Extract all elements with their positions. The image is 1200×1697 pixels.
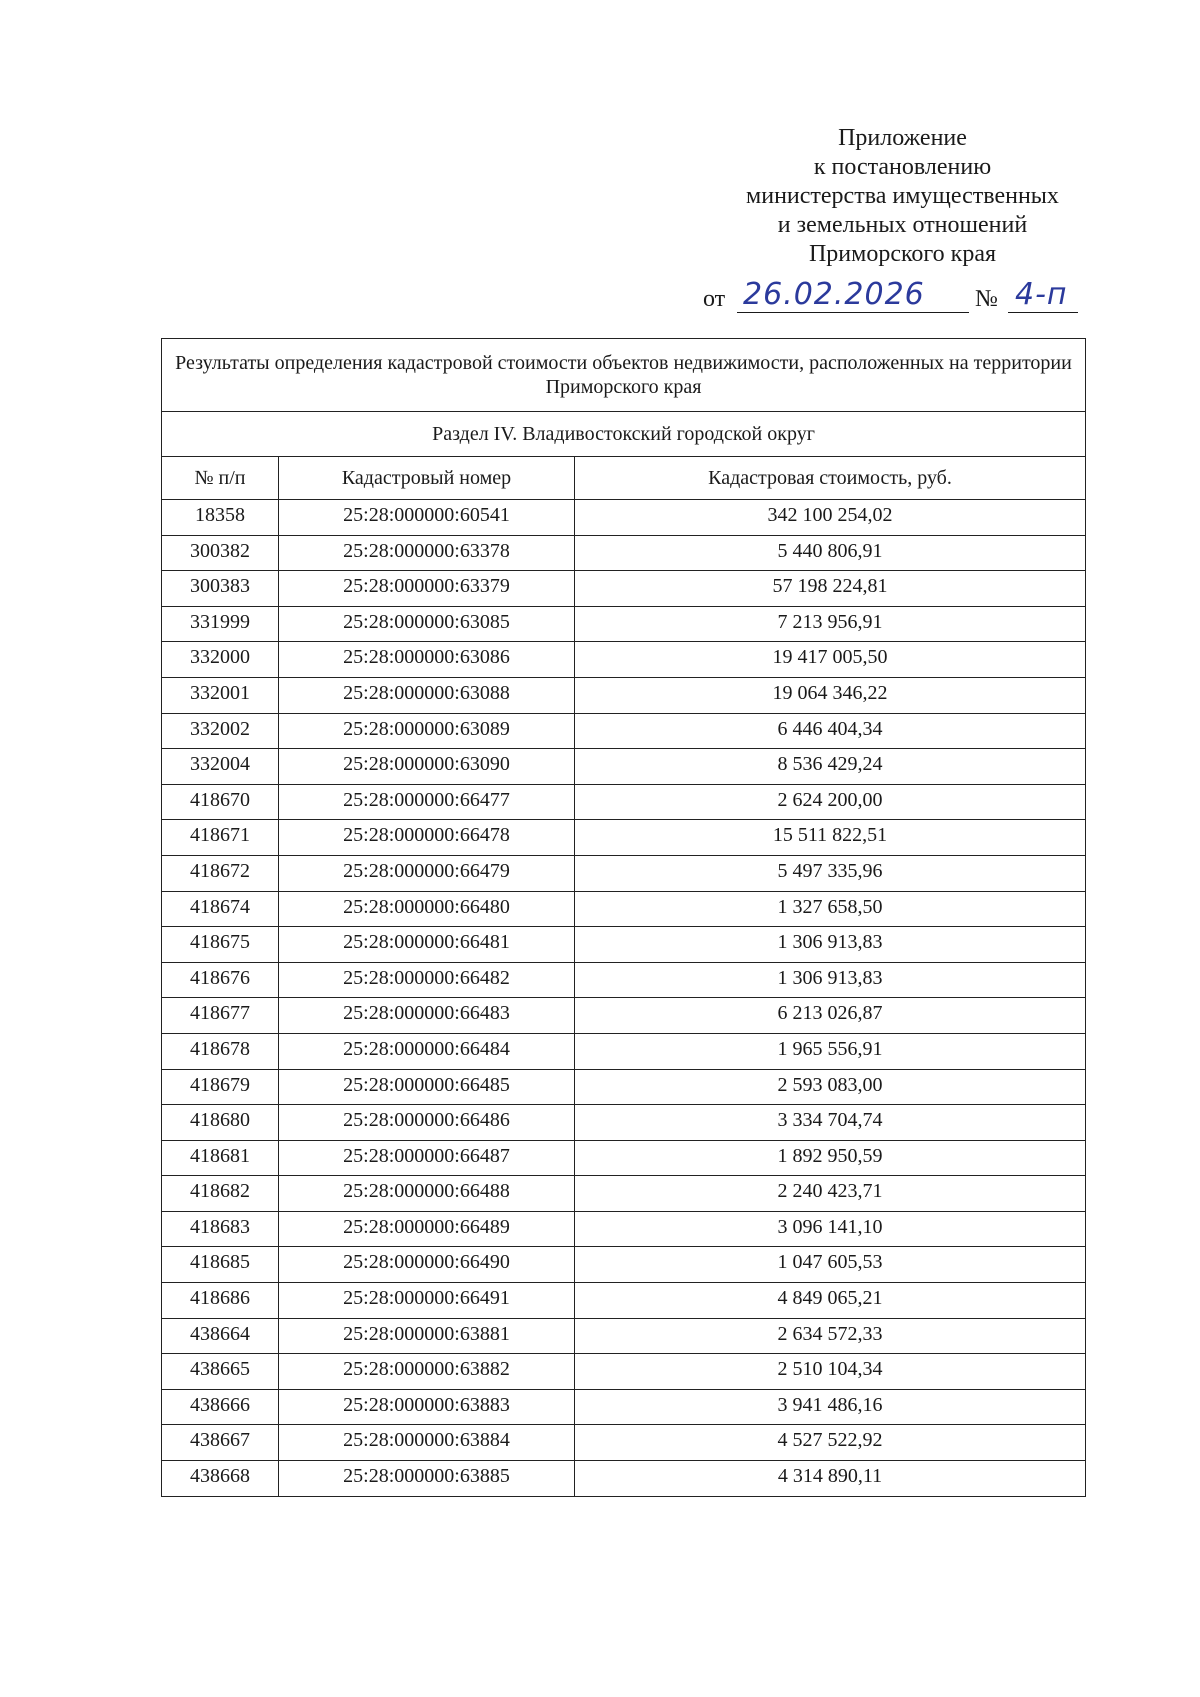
row-index-cell: 418675 (162, 927, 279, 963)
table-row (162, 927, 1086, 963)
row-cadastral-number-cell: 25:28:000000:63882 (279, 1354, 575, 1390)
row-cadastral-number-cell: 25:28:000000:66483 (279, 998, 575, 1034)
row-cadastral-value-cell: 57 198 224,81 (575, 571, 1086, 607)
table-row (162, 891, 1086, 927)
table-row (162, 820, 1086, 856)
table-row (162, 677, 1086, 713)
table-title: Результаты определения кадастровой стоимости объектов недвижимости, расположенных на территории Приморского края (162, 339, 1086, 412)
row-cadastral-value-cell: 2 634 572,33 (575, 1318, 1086, 1354)
row-cadastral-number-cell: 25:28:000000:63378 (279, 535, 575, 571)
handwritten-date: 26.02.2026 (743, 277, 925, 312)
row-cadastral-value-cell: 2 624 200,00 (575, 784, 1086, 820)
row-cadastral-value-cell: 3 334 704,74 (575, 1105, 1086, 1141)
table-row (162, 998, 1086, 1034)
table-row (162, 749, 1086, 785)
appendix-header-line: министерства имущественных (746, 183, 1059, 209)
cadastral-value-table (161, 338, 1086, 1497)
column-header-cadastral-value: Кадастровая стоимость, руб. (575, 457, 1086, 500)
column-header-index: № п/п (162, 457, 279, 500)
row-cadastral-number-cell: 25:28:000000:63881 (279, 1318, 575, 1354)
table-row (162, 535, 1086, 571)
handwritten-number: 4-п (1015, 277, 1068, 312)
row-index-cell: 332004 (162, 749, 279, 785)
row-index-cell: 418683 (162, 1211, 279, 1247)
row-cadastral-value-cell: 19 064 346,22 (575, 677, 1086, 713)
row-index-cell: 418679 (162, 1069, 279, 1105)
row-index-cell: 438668 (162, 1461, 279, 1497)
row-cadastral-value-cell: 1 047 605,53 (575, 1247, 1086, 1283)
row-cadastral-number-cell: 25:28:000000:66487 (279, 1140, 575, 1176)
table-row (162, 1425, 1086, 1461)
row-cadastral-number-cell: 25:28:000000:63379 (279, 571, 575, 607)
appendix-header-line: к постановлению (813, 154, 992, 180)
row-cadastral-value-cell: 1 306 913,83 (575, 927, 1086, 963)
appendix-header-line: и земельных отношений (777, 212, 1028, 238)
row-index-cell: 300383 (162, 571, 279, 607)
row-index-cell: 418678 (162, 1033, 279, 1069)
row-index-cell: 418674 (162, 891, 279, 927)
row-cadastral-number-cell: 25:28:000000:66477 (279, 784, 575, 820)
row-index-cell: 418677 (162, 998, 279, 1034)
row-cadastral-value-cell: 3 941 486,16 (575, 1389, 1086, 1425)
row-cadastral-value-cell: 5 440 806,91 (575, 535, 1086, 571)
row-cadastral-number-cell: 25:28:000000:66489 (279, 1211, 575, 1247)
row-index-cell: 438665 (162, 1354, 279, 1390)
row-cadastral-value-cell: 8 536 429,24 (575, 749, 1086, 785)
table-row (162, 571, 1086, 607)
row-cadastral-number-cell: 25:28:000000:63088 (279, 677, 575, 713)
row-cadastral-value-cell: 4 314 890,11 (575, 1461, 1086, 1497)
appendix-header-line: Приморского края (808, 241, 997, 267)
row-cadastral-number-cell: 25:28:000000:66480 (279, 891, 575, 927)
resolution-date-number (703, 278, 1108, 318)
row-cadastral-value-cell: 1 965 556,91 (575, 1033, 1086, 1069)
row-cadastral-value-cell: 19 417 005,50 (575, 642, 1086, 678)
table-row (162, 642, 1086, 678)
row-index-cell: 418682 (162, 1176, 279, 1212)
appendix-header-line: Приложение (838, 125, 967, 151)
row-index-cell: 418676 (162, 962, 279, 998)
row-cadastral-number-cell: 25:28:000000:63883 (279, 1389, 575, 1425)
row-cadastral-number-cell: 25:28:000000:66484 (279, 1033, 575, 1069)
row-cadastral-number-cell: 25:28:000000:63090 (279, 749, 575, 785)
table-row (162, 1069, 1086, 1105)
row-cadastral-number-cell: 25:28:000000:63086 (279, 642, 575, 678)
row-cadastral-value-cell: 1 892 950,59 (575, 1140, 1086, 1176)
row-index-cell: 418685 (162, 1247, 279, 1283)
row-cadastral-number-cell: 25:28:000000:63885 (279, 1461, 575, 1497)
row-index-cell: 332002 (162, 713, 279, 749)
number-prefix: № (975, 286, 998, 312)
table-row (162, 1354, 1086, 1390)
table-row (162, 1283, 1086, 1319)
row-index-cell: 418686 (162, 1283, 279, 1319)
row-cadastral-number-cell: 25:28:000000:63085 (279, 606, 575, 642)
table-row (162, 962, 1086, 998)
table-row (162, 1247, 1086, 1283)
number-underline (1008, 312, 1078, 313)
row-index-cell: 418680 (162, 1105, 279, 1141)
row-cadastral-number-cell: 25:28:000000:66481 (279, 927, 575, 963)
row-cadastral-value-cell: 6 446 404,34 (575, 713, 1086, 749)
row-cadastral-number-cell: 25:28:000000:66485 (279, 1069, 575, 1105)
row-cadastral-number-cell: 25:28:000000:63884 (279, 1425, 575, 1461)
table-row (162, 1461, 1086, 1497)
date-underline (737, 312, 969, 313)
row-cadastral-value-cell: 3 096 141,10 (575, 1211, 1086, 1247)
table-row (162, 713, 1086, 749)
table-row (162, 1211, 1086, 1247)
row-cadastral-value-cell: 6 213 026,87 (575, 998, 1086, 1034)
table-row (162, 606, 1086, 642)
table-row (162, 1176, 1086, 1212)
column-header-cadastral-number: Кадастровый номер (279, 457, 575, 500)
row-cadastral-value-cell: 1 327 658,50 (575, 891, 1086, 927)
table-row (162, 500, 1086, 536)
row-index-cell: 332000 (162, 642, 279, 678)
row-index-cell: 331999 (162, 606, 279, 642)
row-index-cell: 332001 (162, 677, 279, 713)
table-row (162, 855, 1086, 891)
row-index-cell: 418671 (162, 820, 279, 856)
row-cadastral-number-cell: 25:28:000000:63089 (279, 713, 575, 749)
table-row (162, 1140, 1086, 1176)
row-cadastral-number-cell: 25:28:000000:66479 (279, 855, 575, 891)
row-index-cell: 300382 (162, 535, 279, 571)
row-cadastral-value-cell: 4 527 522,92 (575, 1425, 1086, 1461)
row-cadastral-value-cell: 2 240 423,71 (575, 1176, 1086, 1212)
row-cadastral-value-cell: 2 593 083,00 (575, 1069, 1086, 1105)
table-row (162, 784, 1086, 820)
row-index-cell: 18358 (162, 500, 279, 536)
appendix-header (700, 124, 1105, 269)
row-index-cell: 438666 (162, 1389, 279, 1425)
row-cadastral-number-cell: 25:28:000000:66482 (279, 962, 575, 998)
row-index-cell: 438667 (162, 1425, 279, 1461)
table-row (162, 1318, 1086, 1354)
row-index-cell: 418670 (162, 784, 279, 820)
row-cadastral-number-cell: 25:28:000000:66486 (279, 1105, 575, 1141)
table-row (162, 1105, 1086, 1141)
row-index-cell: 418672 (162, 855, 279, 891)
row-cadastral-value-cell: 15 511 822,51 (575, 820, 1086, 856)
table-row (162, 1389, 1086, 1425)
row-cadastral-value-cell: 5 497 335,96 (575, 855, 1086, 891)
row-cadastral-number-cell: 25:28:000000:66490 (279, 1247, 575, 1283)
row-cadastral-number-cell: 25:28:000000:66491 (279, 1283, 575, 1319)
row-index-cell: 438664 (162, 1318, 279, 1354)
date-prefix: от (703, 286, 726, 312)
column-header-row (162, 457, 1086, 500)
table-section: Раздел IV. Владивостокский городской округ (162, 412, 1086, 457)
row-cadastral-number-cell: 25:28:000000:66488 (279, 1176, 575, 1212)
row-cadastral-value-cell: 4 849 065,21 (575, 1283, 1086, 1319)
table-row (162, 1033, 1086, 1069)
row-cadastral-value-cell: 1 306 913,83 (575, 962, 1086, 998)
row-index-cell: 418681 (162, 1140, 279, 1176)
row-cadastral-value-cell: 342 100 254,02 (575, 500, 1086, 536)
row-cadastral-number-cell: 25:28:000000:60541 (279, 500, 575, 536)
row-cadastral-value-cell: 2 510 104,34 (575, 1354, 1086, 1390)
table-body (162, 500, 1086, 1497)
row-cadastral-number-cell: 25:28:000000:66478 (279, 820, 575, 856)
row-cadastral-value-cell: 7 213 956,91 (575, 606, 1086, 642)
